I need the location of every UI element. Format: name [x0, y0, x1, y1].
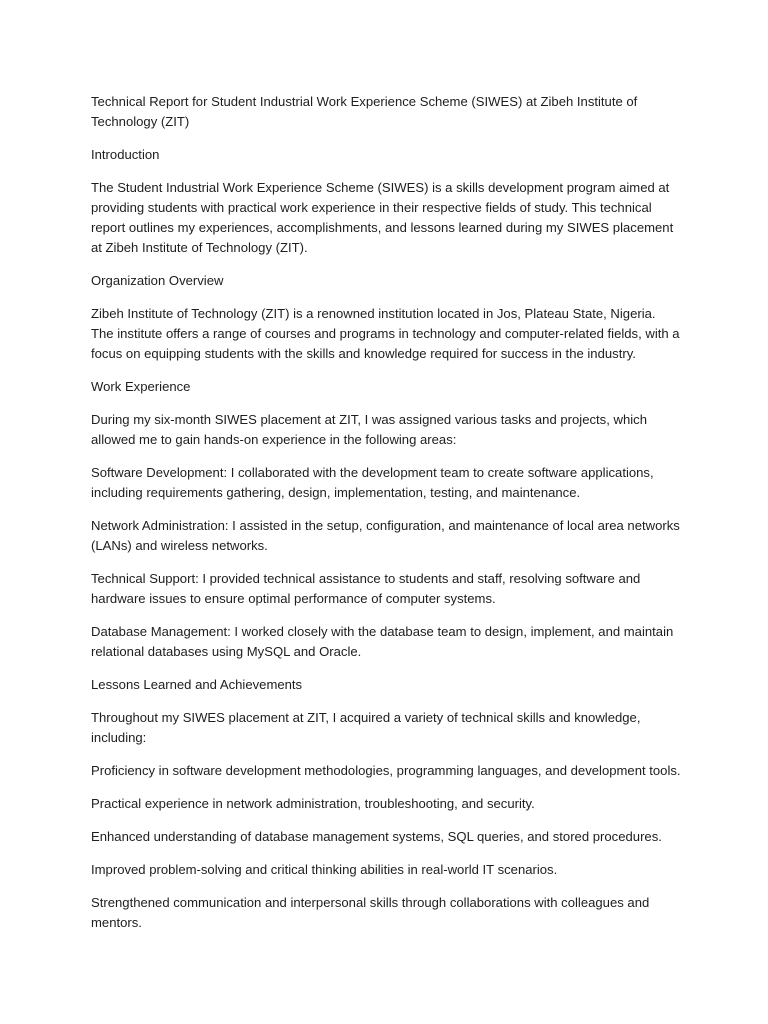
- paragraph: Proficiency in software development methodologies, programming languages, and development tools.: [91, 763, 681, 778]
- section-heading-work-experience: Work Experience: [91, 379, 191, 394]
- paragraph: Throughout my SIWES placement at ZIT, I acquired a variety of technical skills and knowledge, including:: [91, 710, 641, 745]
- section-heading-lessons-learned: Lessons Learned and Achievements: [91, 677, 303, 692]
- section-heading-introduction: Introduction: [91, 147, 160, 162]
- paragraph: Database Management: I worked closely with the database team to design, implement, and maintain relational databases using MySQL and Oracle.: [91, 624, 674, 659]
- paragraph: Zibeh Institute of Technology (ZIT) is a renowned institution located in Jos, Plateau State, Nigeria. The institute offers a range of courses and programs in technology and computer-related fields, with a focus on equipping students with the skills and knowledge required for success in the industry.: [91, 306, 680, 361]
- paragraph: During my six-month SIWES placement at ZIT, I was assigned various tasks and projects, which allowed me to gain hands-on experience in the following areas:: [91, 412, 647, 447]
- paragraph: Enhanced understanding of database management systems, SQL queries, and stored procedures.: [91, 829, 662, 844]
- document-title: Technical Report for Student Industrial Work Experience Scheme (SIWES) at Zibeh Institute of Technology (ZIT): [91, 94, 638, 129]
- paragraph: The Student Industrial Work Experience Scheme (SIWES) is a skills development program aimed at providing students with practical work experience in their respective fields of study. This technical report outlines my experiences, accomplishments, and lessons learned during my SIWES placement at Zibeh Institute of Technology (ZIT).: [91, 180, 674, 255]
- paragraph: Network Administration: I assisted in the setup, configuration, and maintenance of local area networks (LANs) and wireless networks.: [91, 518, 680, 553]
- paragraph: Improved problem-solving and critical thinking abilities in real-world IT scenarios.: [91, 862, 558, 877]
- paragraph: Software Development: I collaborated with the development team to create software applications, including requirements gathering, design, implementation, testing, and maintenance.: [91, 465, 654, 500]
- section-heading-organization-overview: Organization Overview: [91, 273, 224, 288]
- paragraph: Practical experience in network administration, troubleshooting, and security.: [91, 796, 535, 811]
- paragraph: Strengthened communication and interpersonal skills through collaborations with colleagues and mentors.: [91, 895, 650, 930]
- document-body: [91, 92, 681, 946]
- paragraph: Technical Support: I provided technical assistance to students and staff, resolving software and hardware issues to ensure optimal performance of computer systems.: [91, 571, 641, 606]
